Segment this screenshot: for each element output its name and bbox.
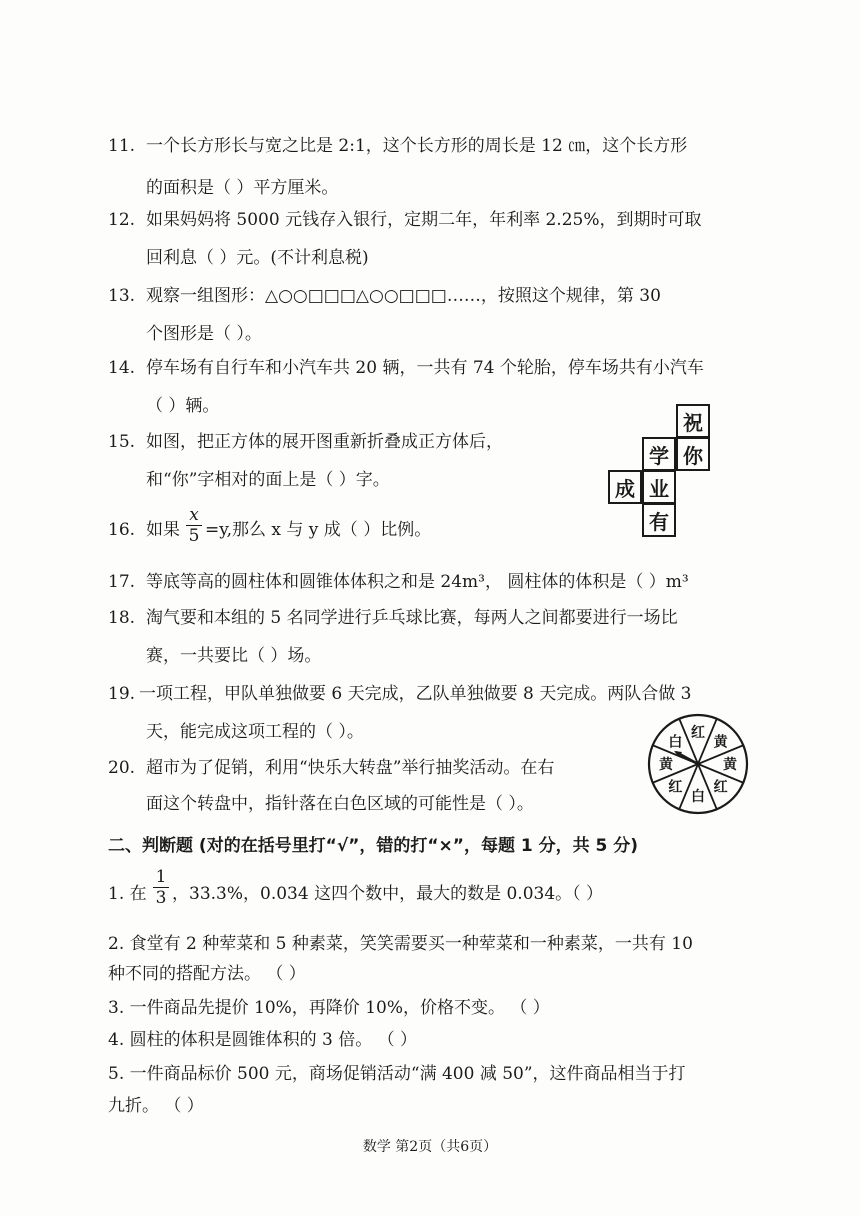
q12-line2: 回利息（ ）元。(不计利息税) [146, 248, 369, 268]
page-footer: 数学 第2页（共6页） [362, 1139, 498, 1155]
cube-net-cell: 你 [676, 437, 710, 471]
spinner-sector-label: 黄 [713, 734, 728, 751]
spinner-figure [646, 712, 750, 816]
q15-line2: 和“你”字相对的面上是（ ）字。 [146, 470, 390, 490]
cube-net-cell: 成 [608, 470, 642, 504]
cube-net-cell: 祝 [676, 404, 710, 438]
judge-item-1-fraction [153, 868, 169, 907]
q13-number: 13. [108, 286, 136, 306]
judge-item-2-line1: 2. 食堂有 2 种荤菜和 5 种素菜，笑笑需要买一种荤菜和一种素菜，一共有 10 [108, 934, 693, 954]
cube-net-cell: 有 [642, 503, 676, 537]
fraction-numerator: x [189, 505, 199, 525]
spinner-sector-label: 白 [668, 734, 683, 751]
q12-line1: 如果妈妈将 5000 元钱存入银行，定期二年，年利率 2.25%，到期时可取 [146, 210, 702, 230]
cube-net-cell: 业 [642, 470, 676, 504]
fraction-denominator: 3 [155, 888, 167, 908]
judge-item-1-after: ，33.3%，0.034 这四个数中，最大的数是 0.034。（ ） [172, 884, 604, 904]
q14-line2: （ ）辆。 [146, 396, 220, 416]
q14-number: 14. [108, 358, 136, 378]
fraction-denominator: 5 [188, 526, 200, 546]
q12-number: 12. [108, 210, 136, 230]
judge-item-4: 4. 圆柱的体积是圆锥体积的 3 倍。 （ ） [108, 1030, 418, 1050]
judge-item-5-line2: 九折。 （ ） [108, 1096, 204, 1116]
fraction-numerator: 1 [155, 867, 167, 887]
spinner-sector-label: 黄 [659, 757, 673, 773]
judge-item-2-line2: 种不同的搭配方法。 （ ） [108, 964, 306, 984]
judge-item-5-line1: 5. 一件商品标价 500 元，商场促销活动“满 400 减 50”，这件商品相当于打 [108, 1064, 686, 1084]
spinner-sector-label: 红 [691, 725, 705, 741]
q13-line1: 观察一组图形：△○○□□□△○○□□□……，按照这个规律，第 30 [146, 286, 661, 306]
q19-line1: 一项工程，甲队单独做要 6 天完成，乙队单独做要 8 天完成。两队合做 3 [139, 684, 692, 704]
q19-number: 19. [108, 684, 136, 704]
q18-line2: 赛，一共要比（ ）场。 [146, 646, 322, 666]
q20-line1: 超市为了促销，利用“快乐大转盘”举行抽奖活动。在右 [146, 758, 555, 778]
q15-number: 15. [108, 432, 136, 452]
q16-fraction [186, 506, 202, 545]
q16-number: 16. [108, 520, 136, 540]
q11-line1: 一个长方形长与宽之比是 2:1，这个长方形的周长是 12 ㎝，这个长方形 [146, 136, 688, 156]
q18-line1: 淘气要和本组的 5 名同学进行乒乓球比赛，每两人之间都要进行一场比 [146, 608, 678, 628]
q19-line2: 天，能完成这项工程的（ ）。 [146, 722, 364, 742]
spinner-sector-label: 白 [691, 789, 705, 805]
spinner-sector-label: 红 [713, 779, 728, 796]
q15-line1: 如图，把正方体的展开图重新折叠成正方体后， [146, 432, 503, 452]
q13-line2: 个图形是（ ）。 [146, 324, 262, 344]
q17-text: 等底等高的圆柱体和圆锥体体积之和是 24m³， 圆柱体的体积是（ ）m³ [146, 572, 689, 592]
q20-line2: 面这个转盘中，指针落在白色区域的可能性是（ ）。 [146, 794, 534, 814]
section2-title: 二、判断题 (对的在括号里打“√”，错的打“×”，每题 1 分，共 5 分) [108, 836, 639, 856]
judge-item-1-before: 1. 在 [108, 884, 147, 904]
q16-after: =y,那么 x 与 y 成（ ）比例。 [205, 520, 432, 540]
q20-number: 20. [108, 758, 136, 778]
q14-line1: 停车场有自行车和小汽车共 20 辆，一共有 74 个轮胎，停车场共有小汽车 [146, 358, 704, 378]
cube-net-cell: 学 [642, 437, 676, 471]
q11-line2: 的面积是（ ）平方厘米。 [146, 178, 339, 198]
q11-number: 11. [108, 136, 136, 156]
q18-number: 18. [108, 608, 136, 628]
spinner-sector-label: 黄 [723, 757, 737, 773]
judge-item-3: 3. 一件商品先提价 10%，再降价 10%，价格不变。 （ ） [108, 998, 550, 1018]
q16-before: 如果 [146, 520, 180, 540]
q17-number: 17. [108, 572, 136, 592]
spinner-sector-label: 红 [668, 779, 683, 796]
